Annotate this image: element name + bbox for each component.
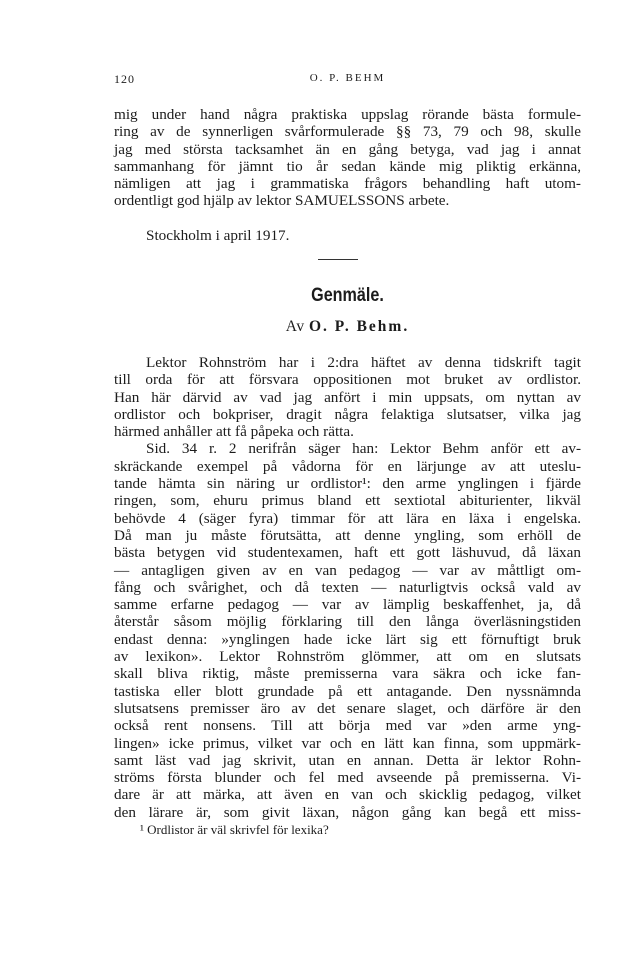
text-line: ordlistor och bokpriser, dragit några felaktiga slutsatser, vilka jag xyxy=(114,405,581,423)
page-number: 120 xyxy=(114,72,135,86)
footnote: ¹ Ordlistor är väl skrivfel för lexika? xyxy=(140,822,329,837)
signoff-block xyxy=(114,227,581,244)
text-line: härmed anhåller att få påpeka och rätta. xyxy=(114,423,354,441)
text-line: den lärare är, som givit läxan, någon gång kan begå ett miss- xyxy=(114,803,581,821)
text-line: nämligen att jag i grammatiska frågors behandling haft utom- xyxy=(114,175,581,193)
text-line: mig under hand några praktiska uppslag rörande bästa formule- xyxy=(114,106,581,123)
text-line: samt läst vad jag skrivit, utan en annan. Detta är lektor Rohn- xyxy=(114,751,581,769)
text-line: behövde 4 (säger fyra) timmar för att lära en läxa i engelska. xyxy=(114,509,581,527)
text-line: skräckande exempel på vådorna för en lärjunge av att uteslu- xyxy=(114,457,581,475)
text-line: endast denna: »ynglingen hade icke lärt sig ett förnuftigt bruk xyxy=(114,630,581,648)
text-line: återstår såsom möjlig förklaring till den långa överläsningstiden xyxy=(114,613,581,631)
text-line: samme erfarne pedagog — var av lämplig beskaffenhet, ja, då xyxy=(114,596,581,614)
text-line: ströms första blunder och fel med avseende på premisserna. Vi- xyxy=(114,769,581,787)
text-line: bästa betygen vid studentexamen, haft ett gott läshuvud, då läxan xyxy=(114,544,581,562)
text-line: slutsatsens premisser äro av det senare slaget, och därföre är den xyxy=(114,699,581,717)
text-line: av lexikon». Lektor Rohnström glömmer, att om en slutsats xyxy=(114,648,581,666)
text-line: också rent nonsens. Till att börja med var »den arme yng- xyxy=(114,717,581,735)
text-line: skall bliva riktig, måste premisserna vara säkra och icke fan- xyxy=(114,665,581,683)
text-line: Lektor Rohnström har i 2:dra häftet av denna tidskrift tagit xyxy=(146,354,581,371)
text-line: tastiska eller blott grundade på ett antagande. Den nyssnämnda xyxy=(114,682,581,700)
article-title: Genmäle. xyxy=(311,285,384,306)
article-body xyxy=(114,354,581,821)
text-line: — antagligen given av en van pedagog — var av måttligt om- xyxy=(114,561,581,579)
page-header xyxy=(114,72,581,90)
byline-author: O. P. Behm. xyxy=(308,318,410,335)
text-line: Då man ju måste förutsätta, att denne yngling, som erhöll de xyxy=(114,526,581,544)
text-line: fång och svårighet, och då texten — naturligtvis också vald av xyxy=(114,578,581,596)
intro-paragraph xyxy=(114,106,581,210)
text-line: ringen, som, ehuru primus bland ett sextiotal abiturienter, likväl xyxy=(114,492,581,510)
text-line: ordentligt god hjälp av lektor SAMUELSSONS arbete. xyxy=(114,192,450,210)
text-line: sammanhang för jämnt tio år sedan kände mig pliktig erkänna, xyxy=(114,157,581,175)
text-line: till orda för att försvara oppositionen mot bruket av ordlistor. xyxy=(114,371,581,389)
signoff: Stockholm i april 1917. xyxy=(146,227,290,244)
text-line: jag med största tacksamhet än en gång betyga, vad jag i annat xyxy=(114,140,581,158)
byline-prefix: Av xyxy=(285,318,305,335)
text-line: tande hämta sin näring ur ordlistor¹: den arme ynglingen i fjärde xyxy=(114,475,581,493)
running-head: O. P. BEHM xyxy=(309,72,386,84)
byline xyxy=(114,318,581,336)
text-line: lingen» icke primus, vilket var och en lätt kan finna, som uppmärk- xyxy=(114,734,581,752)
text-line: Sid. 34 r. 2 nerifrån säger han: Lektor Behm anför ett av- xyxy=(146,440,581,458)
text-line: Han här därvid av vad jag anfört i min uppsats, om nyttan av xyxy=(114,388,581,406)
section-divider xyxy=(318,259,358,260)
text-line: ring av de synnerligen svårformulerade §§ 73, 79 och 98, skulle xyxy=(114,123,581,141)
text-line: dare är att märka, att även en van och skicklig pedagog, vilket xyxy=(114,786,581,804)
